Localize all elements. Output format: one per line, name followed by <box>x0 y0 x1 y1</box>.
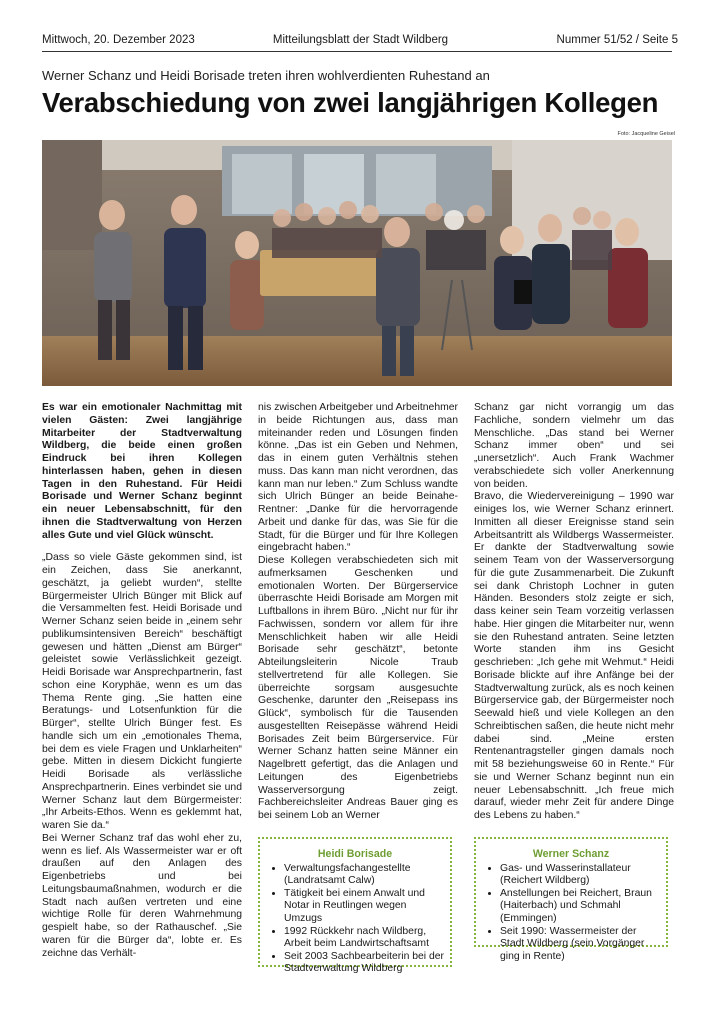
info-box-werner-schanz <box>474 837 668 962</box>
article-column-3 <box>474 402 674 823</box>
info-box-heidi-borisade <box>258 837 452 975</box>
header-divider <box>42 51 672 52</box>
info-box-list <box>476 863 666 964</box>
article-column-2 <box>258 402 458 823</box>
article-paragraph: Schanz gar nicht vorrangig um das Fachliche, sondern vielmehr um das Menschliche. „Das stand bei Werner Schanz immer oben“ und sei „unersetzlich“. Auch Frank Wachmer verabschiedete sich voller Anerkennung von beiden. <box>474 402 674 490</box>
article-lead: Es war ein emotionaler Nachmittag mit vielen Gästen: Zwei langjährige Mitarbeiter der Stadtverwaltung Wildberg, die beide einen großen Eindruck bei ihren Kollegen hinterlassen haben, gehen in diesen Tagen in den Ruhestand. Für Heidi Borisade und Werner Schanz beginnt ein neuer Lebensabschnitt, für den ihnen die Stadtverwaltung von Herzen alles Gute und viel Glück wünscht. <box>42 402 242 541</box>
info-box-title: Werner Schanz <box>532 848 610 860</box>
article-paragraph: nis zwischen Arbeitgeber und Arbeitnehmer in beide Richtungen aus, dass man miteinander reden und Lösungen finden könne. „Das ist ein Geben und Nehmen, das in einem guten Verhältnis stehen muss. Das kann man nicht verordnen, das kann man nur leben.“ Zum Schluss wandte sich Ulrich Bünger an beide Beinahe-Rentner: „Danke für die hervorragende Arbeit und danke für das, was Sie für die Stadt, für die Bürger und für Ihre Kollegen eingebracht haben.“ <box>258 402 458 554</box>
header-date: Mittwoch, 20. Dezember 2023 <box>42 34 195 46</box>
list-item: • Verwaltungsfachangestellte (Landratsamt Calw) <box>284 863 444 888</box>
article-kicker: Werner Schanz und Heidi Borisade treten ihren wohlverdienten Ruhestand an <box>42 68 490 83</box>
list-item: • Seit 1990: Wassermeister der Stadt Wildberg (sein Vorgänger ging in Rente) <box>500 926 660 964</box>
info-box-title: Heidi Borisade <box>317 848 393 860</box>
header-publication: Mitteilungsblatt der Stadt Wildberg <box>272 34 449 46</box>
list-item: • Tätigkeit bei einem Anwalt und Notar in Reutlingen wegen Umzugs <box>284 888 444 926</box>
article-column-1 <box>42 402 242 960</box>
list-item: • Gas- und Wasserinstallateur (Reichert Wildberg) <box>500 863 660 888</box>
info-box-list <box>260 863 450 976</box>
header-issue: Nummer 51/52 / Seite 5 <box>556 34 678 46</box>
group-photo <box>42 140 672 386</box>
article-paragraph: Bravo, die Wiedervereinigung – 1990 war einiges los, wie Werner Schanz erinnert. Inmitten all dieser Ereignisse stand sein Arbeitsantritt als Wildbergs Wassermeister. Er dankte der Stadtverwaltung sowie seinem Team von der Wasserversorgung für die gute Zusammenarbeit. Die Zukunft sei dank Christoph Lochner in guten Händen. Besonders stolz zeigte er sich, dass keiner sein Team vorzeitig verlassen habe. Hier gingen die Mitarbeiter nur, wenn sie den Ruhestand antraten. Seine letzten Worte standen ihm ins Gesicht geschrieben: „Ich gehe mit Wehmut.“ Heidi Borisade blickte auf ihre Anfänge bei der Stadtverwaltung zurück, als es noch keinen Bürgerservice gab, der Bürgermeister noch Seewald hieß und viele Kollegen an den Schreibtischen saßen, die heute nicht mehr dabei sind. „Meine ersten Rentenantragsteller gingen damals noch mit 58 beziehungsweise 60 in Rente.“ Für sie und Werner Schanz beginnt nun ein neuer Lebensabschnitt. „Ich freue mich darauf, wieder mehr Zeit für andere Dinge des Lebens zu haben.“ <box>474 491 674 821</box>
article-paragraph: Bei Werner Schanz traf das wohl eher zu, wenn es lief. Als Wassermeister war er oft draußen auf den Anlagen des Eigenbetriebs und bei Leitungsbaumaßnahmen, wodurch er die Stadt nach außen vertreten und eine wichtige Rolle für deren Wahrnehmung gespielt habe, so der Rathauschef. „Sie waren für die Bürger da“, lobte er. Es zeichne das Verhält- <box>42 832 242 959</box>
list-item: • Anstellungen bei Reichert, Braun (Haiterbach) und Schmahl (Emmingen) <box>500 888 660 926</box>
list-item: • 1992 Rückkehr nach Wildberg, Arbeit beim Landwirtschaftsamt <box>284 926 444 951</box>
article-headline: Verabschiedung von zwei langjährigen Kollegen <box>42 87 659 118</box>
photo-credit: Foto: Jacqueline Geisel <box>617 131 675 137</box>
group-photo-illustration <box>42 140 672 386</box>
list-item: • Seit 2003 Sachbearbeiterin bei der Stadtverwaltung Wildberg <box>284 951 444 976</box>
article-paragraph: „Dass so viele Gäste gekommen sind, ist ein Zeichen, dass Sie anerkannt, geschätzt, ja geliebt wurden“, stellte Bürgermeister Ulrich Bünger mit Blick auf die Versammelten fest. Heidi Borisade und Werner Schanz seien beide in „einem sehr publikumsintensiven Bereich“ beschäftigt gewesen und hätten „Dienst am Bürger“ geleistet sowie Verlässlichkeit gezeigt. Heidi Borisade war Ansprechpartnerin, fast schon eine Koryphäe, wenn es um das Thema Rente ging. „Sie hatten eine Beratungs- und Lotsenfunktion für die Bürger“, stellte Ulrich Bünger fest. Es handle sich um ein „emotionales Thema, bei dem es viele Fragen und Unklarheiten“ gebe. Mitten in diesem Dickicht fungierte Heidi Borisade als verlässliche Ansprechpartnerin. Eines verbindet sie und Werner Schanz laut dem Bürgermeister: „Ihr Arbeits-Ethos. Wenn es geklemmt hat, waren Sie da.“ <box>42 552 242 831</box>
article-paragraph: Diese Kollegen verabschiedeten sich mit aufmerksamen Geschenken und emotionalen Worten. Der Bürgerservice überraschte Heidi Borisade am Morgen mit Luftballons in ihrem Büro. „Nicht nur für ihr Fachwissen, sondern vor allem für ihre Menschlichkeit haben wir alle Heidi Borisade sehr geschätzt“, betonte Abteilungsleiterin Nicole Traub stellvertretend für alle Kollegen. Sie überreichte sorgsam ausgesuchte Geschenke, darunter den „Reisepass ins Glück“, symbolisch für die Tausenden ausgestellten Reisepässe während Heidi Borisades Zeit beim Bürgerservice. Für Werner Schanz hatten seine Männer ein Nagelbrett gefertigt, das die Anlagen und Leitungen des Eigenbetriebs Wasserversorgung zeigt. Fachbereichsleiter Andreas Bauer ging es bei seinem Lob an Werner <box>258 555 458 821</box>
